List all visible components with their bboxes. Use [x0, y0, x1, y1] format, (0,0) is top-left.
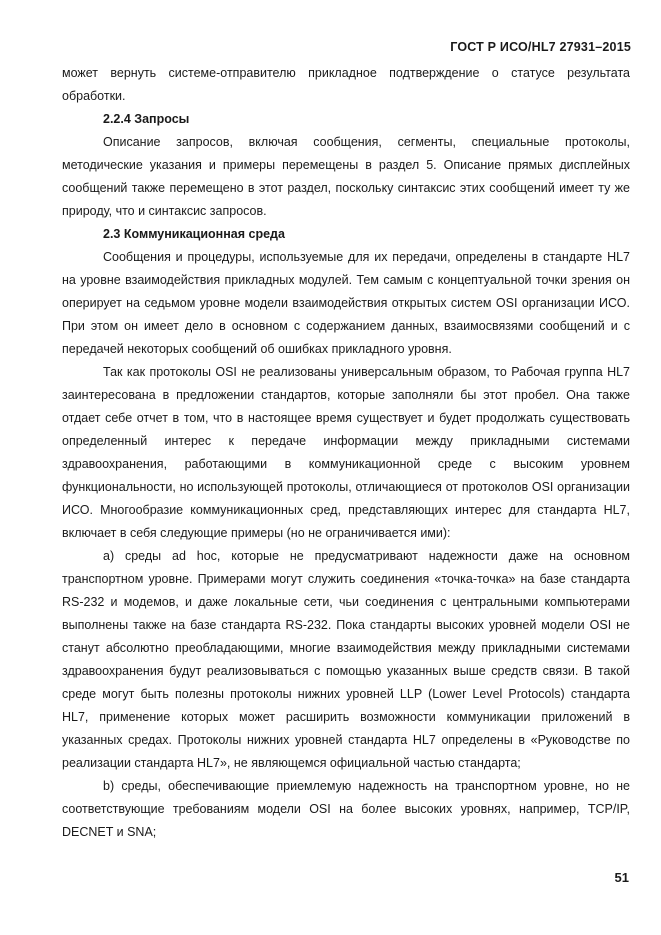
standard-header: ГОСТ Р ИСО/HL7 27931–2015 — [450, 40, 631, 54]
list-item-b: b) среды, обеспечивающие приемлемую надежность на транспортном уровне, но не соответствующие требованиям модели OSI на более высоких уровнях, например, TCP/IP, DECNET и SNA; — [62, 779, 630, 839]
page-number: 51 — [614, 870, 629, 885]
section-heading-2-2-4: 2.2.4 Запросы — [103, 112, 190, 126]
paragraph-communication-1: Сообщения и процедуры, используемые для их передачи, определены в стандарте HL7 на уровне взаимодействия прикладных модулей. Тем самым с концептуальной точки зрения он оперирует на седьмом уровне модели взаимодействия открытых систем OSI организации ИСО. При этом он имеет дело в основном с содержанием данных, взаимосвязями сообщений и с передачей некоторых сообщений об ошибках прикладного уровня. — [62, 250, 630, 356]
page-body — [62, 62, 630, 844]
paragraph-communication-2: Так как протоколы OSI не реализованы универсальным образом, то Рабочая группа HL7 заинтересована в предложении стандартов, которые заполняли бы этот пробел. Она также отдает себе отчет в том, что в настоящее время существует и будет продолжать существовать определенный интерес к передаче информации между прикладными системами здравоохранения, работающими в коммуникационной среде с высоким уровнем функциональности, но использующей протоколы, отличающиеся от протоколов OSI организации ИСО. Многообразие коммуникационных сред, представляющих интерес для стандарта HL7, включает в себя следующие примеры (но не ограничивается ими): — [62, 365, 630, 540]
paragraph-queries: Описание запросов, включая сообщения, сегменты, специальные протоколы, методические указания и примеры перемещены в раздел 5. Описание прямых дисплейных сообщений также перемещено в этот раздел, поскольку синтаксис этих сообщений имеет ту же природу, что и синтаксис запросов. — [62, 135, 630, 218]
section-heading-2-3: 2.3 Коммуникационная среда — [103, 227, 285, 241]
list-item-a: a) среды ad hoc, которые не предусматривают надежности даже на основном транспортном уровне. Примерами могут служить соединения «точка-точка» на базе стандарта RS-232 и модемов, и даже локальные сети, чьи соединения с центральными компьютерами выполнены также на базе стандарта RS-232. Пока стандарты высоких уровней модели OSI не станут абсолютно преобладающими, многие взаимодействия между прикладными системами здравоохранения будут реализовываться с помощью указанных выше средств связи. В такой среде могут быть полезны протоколы нижних уровней LLP (Lower Level Protocols) стандарта HL7, применение которых может расширить возможности коммуникации приложений в указанных средах. Протоколы нижних уровней стандарта HL7 определены в «Руководстве по реализации стандарта HL7», не являющемся официальной частью стандарта; — [62, 549, 630, 770]
continued-paragraph: может вернуть системе-отправителю прикладное подтверждение о статусе результата обработки. — [62, 66, 630, 103]
